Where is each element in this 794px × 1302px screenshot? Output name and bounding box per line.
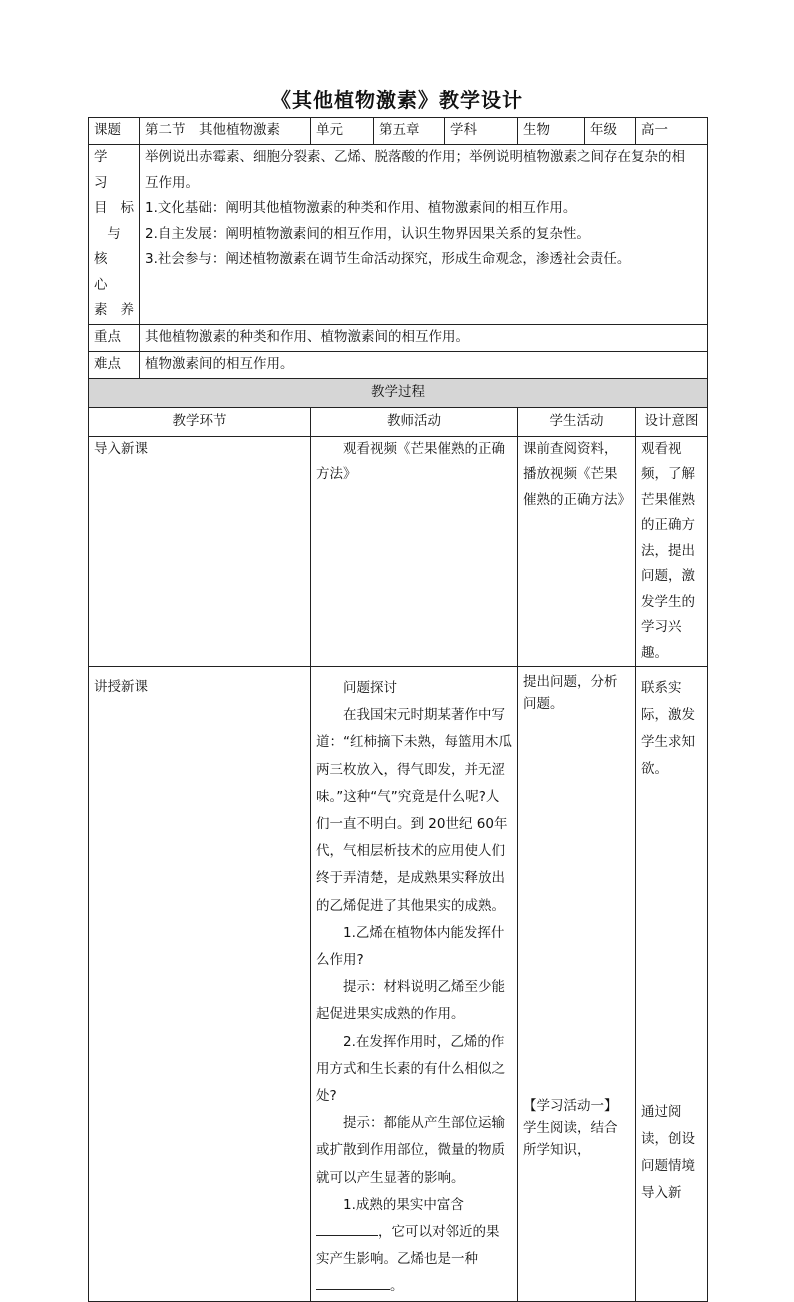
teacher-para: 2.在发挥作用时，乙烯的作用方式和生长素的有什么相似之处?	[316, 1033, 505, 1105]
unit-value: 第五章	[374, 118, 445, 145]
goal-line: 1.文化基础：阐明其他植物激素的种类和作用、植物激素间的相互作用。	[145, 200, 577, 216]
lecture-stage: 讲授新课	[89, 667, 311, 1302]
col-intent: 设计意图	[636, 407, 708, 436]
course-label: 课题	[89, 118, 140, 145]
lecture-intent	[636, 667, 708, 1302]
difficulty-value: 植物激素间的相互作用。	[140, 351, 708, 378]
goals-row	[89, 145, 708, 325]
goals-label-line: 核 心	[94, 251, 121, 293]
intent-text: 通过阅读，创设问题情境导入新	[641, 1104, 695, 1201]
grade-value: 高一	[636, 118, 708, 145]
intro-stage: 导入新课	[89, 436, 311, 667]
col-stage: 教学环节	[89, 407, 311, 436]
goal-line: 互作用。	[145, 174, 199, 191]
teacher-para: 1.乙烯在植物体内能发挥什么作用?	[316, 924, 505, 969]
process-header-row	[89, 378, 708, 407]
unit-label: 单元	[311, 118, 374, 145]
difficulty-row	[89, 351, 708, 378]
difficulty-label: 难点	[89, 351, 140, 378]
intro-intent: 观看视频，了解芒果催熟的正确方法，提出问题，激发学生的学习兴趣。	[636, 436, 708, 667]
key-point-row	[89, 324, 708, 351]
intent-text: 联系实际，激发学生求知欲。	[641, 680, 695, 777]
column-header-row	[89, 407, 708, 436]
goals-label-line: 与	[107, 225, 121, 242]
goals-label-line: 素养	[94, 302, 134, 318]
teacher-para: 问题探讨	[343, 680, 397, 696]
student-text: 【学习活动一】学生阅读，结合所学知识，	[523, 1098, 618, 1158]
goal-line: 3.社会参与：阐述植物激素在调节生命活动探究，形成生命观念，渗透社会责任。	[145, 251, 631, 267]
answer-blank	[316, 1275, 390, 1290]
teacher-para: 提示：都能从产生部位运输或扩散到作用部位，微量的物质就可以产生显著的影响。	[316, 1115, 505, 1186]
subject-value: 生物	[518, 118, 585, 145]
document-title: 《其他植物激素》教学设计	[271, 88, 523, 112]
goals-label-line: 学 习	[94, 149, 121, 191]
intro-student: 课前查阅资料，播放视频《芒果催熟的正确方法》	[518, 436, 636, 667]
process-header: 教学过程	[89, 378, 708, 407]
lecture-student	[518, 667, 636, 1302]
goals-label	[89, 145, 140, 325]
fill-text: 1.成熟的果实中富含	[343, 1196, 464, 1213]
goals-content	[140, 145, 708, 325]
course-value: 第二节 其他植物激素	[140, 118, 311, 145]
teacher-para: 在我国宋元时期某著作中写道：“红柿摘下未熟，每篮用木瓜两三枚放入，得气即发，并无涩味。”这种“气”究竟是什么呢?人们一直不明白。到 20世纪 60年代，气相层析技术的应用使人们终于弄清楚，是成熟果实释放出的乙烯促进了其他果实的成熟。	[316, 707, 512, 914]
goals-label-line: 目标	[94, 200, 134, 216]
col-teacher: 教师活动	[311, 407, 518, 436]
lesson-plan-table	[88, 117, 708, 1302]
grade-label: 年级	[585, 118, 636, 145]
key-point-value: 其他植物激素的种类和作用、植物激素间的相互作用。	[140, 324, 708, 351]
key-point-label: 重点	[89, 324, 140, 351]
student-text: 提出问题，分析问题。	[523, 674, 618, 712]
teacher-para	[316, 1192, 512, 1301]
col-student: 学生活动	[518, 407, 636, 436]
fill-text: ，它可以对邻近的果实产生影响。乙烯也是一种	[316, 1224, 500, 1268]
info-row	[89, 118, 708, 145]
lecture-row	[89, 667, 708, 1302]
goal-line: 举例说出赤霉素、细胞分裂素、乙烯、脱落酸的作用；举例说明植物激素之间存在复杂的相	[145, 149, 685, 165]
fill-text: 。	[390, 1278, 404, 1295]
teacher-para: 提示：材料说明乙烯至少能起促进果实成熟的作用。	[316, 979, 505, 1023]
subject-label: 学科	[445, 118, 518, 145]
lecture-teacher	[311, 667, 518, 1302]
intro-row	[89, 436, 708, 667]
intro-teacher: 观看视频《芒果催熟的正确方法》	[311, 436, 518, 667]
goal-line: 2.自主发展：阐明植物激素间的相互作用，认识生物界因果关系的复杂性。	[145, 225, 590, 242]
answer-blank	[316, 1221, 378, 1236]
